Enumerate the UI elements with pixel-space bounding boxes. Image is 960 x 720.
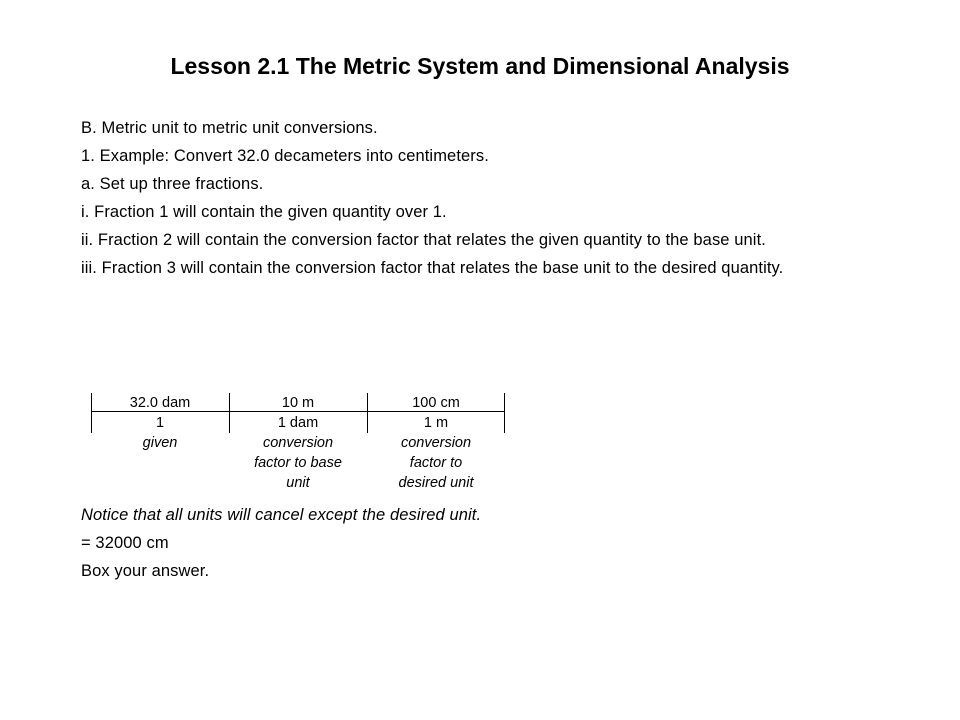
fraction-3 <box>367 393 505 493</box>
text-line: 1. Example: Convert 32.0 decameters into centimeters. <box>81 147 489 165</box>
result-text: = 32000 cm <box>81 534 169 552</box>
fraction-numerator: 32.0 dam <box>129 395 191 411</box>
fraction-numerator: 10 m <box>281 395 315 411</box>
text-line: B. Metric unit to metric unit conversions. <box>81 119 378 137</box>
instruction-text: Box your answer. <box>81 562 210 580</box>
fraction-1 <box>91 393 229 453</box>
fraction-denominator: 1 m <box>423 415 449 431</box>
fraction-2 <box>229 393 367 493</box>
text-line: a. Set up three fractions. <box>81 175 264 193</box>
notice-text: Notice that all units will cancel except the desired unit. <box>81 506 482 524</box>
conclusion-text <box>81 505 871 589</box>
fraction-label: factor to <box>409 455 463 471</box>
fraction-label: desired unit <box>398 475 474 491</box>
fraction-label: conversion <box>262 435 334 451</box>
fraction-denominator: 1 dam <box>277 415 319 431</box>
fraction-label: unit <box>286 475 310 491</box>
fraction-label: given <box>142 435 178 451</box>
slide-title: Lesson 2.1 The Metric System and Dimensional Analysis <box>170 53 790 79</box>
fraction-numerator: 100 cm <box>412 395 460 411</box>
fraction-denominator: 1 <box>155 415 165 431</box>
conversion-table <box>91 393 505 493</box>
text-line: iii. Fraction 3 will contain the conversion factor that relates the base unit to the desired quantity. <box>81 259 784 277</box>
body-text <box>81 118 871 286</box>
fraction-label: factor to base <box>254 455 342 471</box>
text-line: ii. Fraction 2 will contain the conversion factor that relates the given quantity to the base unit. <box>81 231 766 249</box>
fraction-label: conversion <box>400 435 472 451</box>
text-line: i. Fraction 1 will contain the given quantity over 1. <box>81 203 447 221</box>
